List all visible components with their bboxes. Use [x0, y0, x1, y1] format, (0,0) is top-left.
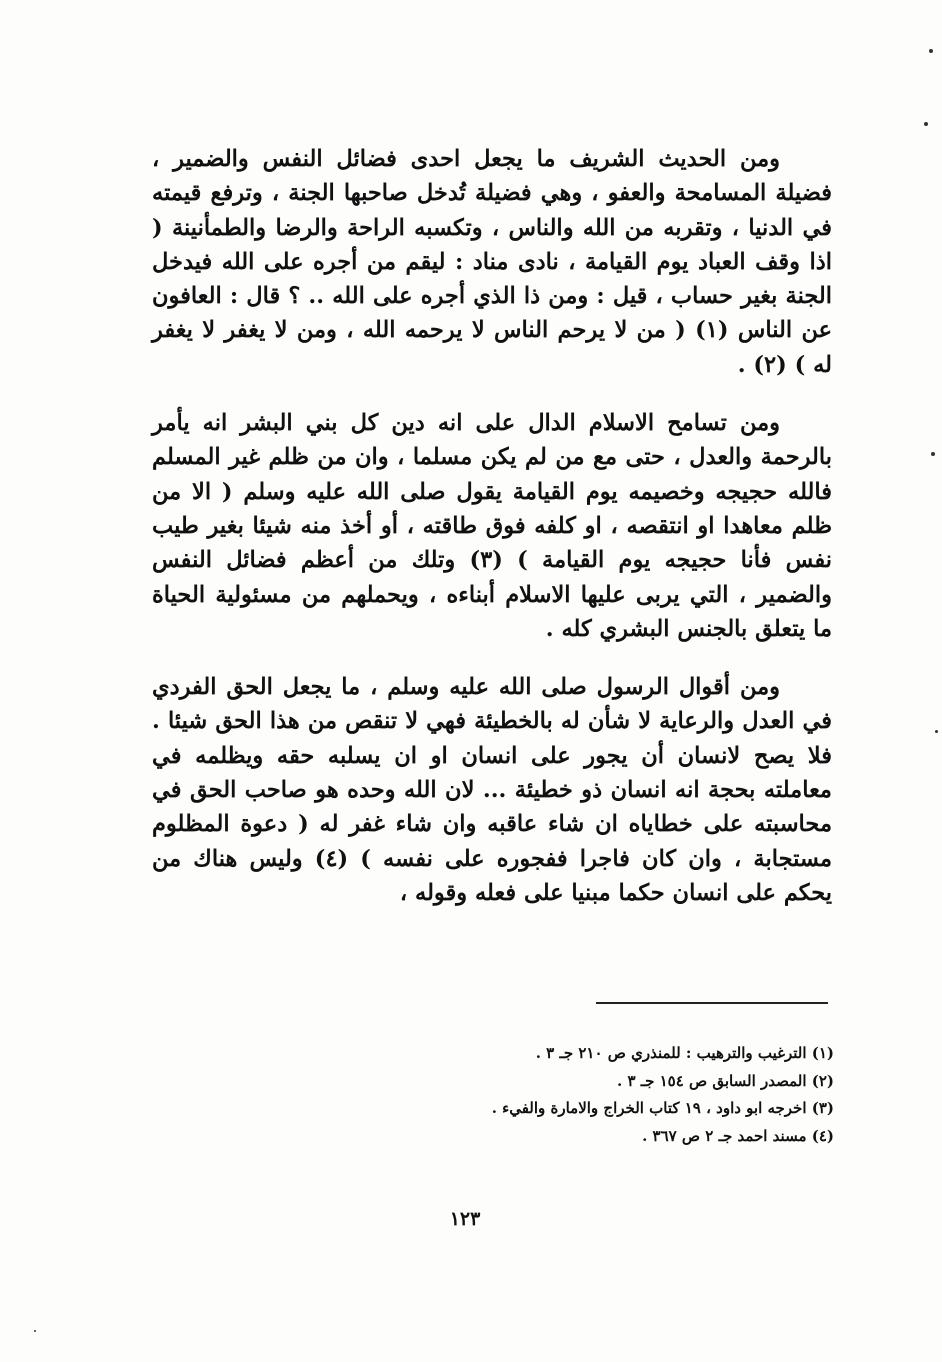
scan-speck [935, 730, 938, 733]
body-text [152, 142, 832, 910]
footnotes [300, 1040, 834, 1150]
footnote-4: (٤) مسند احمد جـ ٢ ص ٣٦٧ . [642, 1126, 834, 1145]
scan-speck [924, 122, 928, 126]
paragraph-1: ومن الحديث الشريف ما يجعل احدى فضائل النفس والضمير ، فضيلة المسامحة والعفو ، وهي فضيلة تُدخل صاحبها الجنة ، وترفع قيمته في الدنيا ، وتقربه من الله والناس ، وتكسبه الراحة والرضا والطمأنينة ( اذا وقف العباد يوم القيامة ، نادى مناد : ليقم من أجره على الله فيدخل الجنة بغير حساب ، قيل : ومن ذا الذي أجره على الله .. ؟ قال : العافون عن الناس (١) ( من لا يرحم الناس لا يرحمه الله ، ومن لا يغفر لا يغفر له ) (٢) . [152, 146, 832, 378]
footnote-2: (٢) المصدر السابق ص ١٥٤ جـ ٣ . [616, 1071, 834, 1090]
scan-speck [929, 49, 933, 53]
scan-speck [931, 452, 935, 456]
footnote-3: (٣) اخرجه ابو داود ، ١٩ كتاب الخراج والامارة والفيء . [491, 1099, 834, 1117]
footnote-1: (١) الترغيب والترهيب : للمنذري ص ٢١٠ جـ ٣ . [535, 1044, 834, 1062]
page-number: ١٢٣ [449, 1208, 481, 1230]
scan-speck [34, 1330, 36, 1332]
paragraph-2: ومن تسامح الاسلام الدال على انه دين كل بني البشر انه يأمر بالرحمة والعدل ، حتى مع من لم يكن مسلما ، وان من ظلم غير المسلم فالله حجيجه وخصيمه يوم القيامة يقول صلى الله عليه وسلم ( الا من ظلم معاهدا او انتقصه ، او كلفه فوق طاقته ، أو أخذ منه شيئا بغير طيب نفس فأنا حجيجه يوم القيامة ) (٣) وتلك من أعظم فضائل النفس والضمير ، التي يربى عليها الاسلام أبناءه ، ويحملهم من مسئولية الحياة ما يتعلق بالجنس البشري كله . [152, 410, 832, 642]
paragraph-3: ومن أقوال الرسول صلى الله عليه وسلم ، ما يجعل الحق الفردي في العدل والرعاية لا شأن له بالخطيئة فهي لا تنقص من هذا الحق شيئا . فلا يصح لانسان أن يجور على انسان او ان يسلبه حقه ويظلمه في معاملته بحجة انه انسان ذو خطيئة ... لان الله وحده هو صاحب الحق في محاسبته على خطاياه ان شاء عاقبه وان شاء غفر له ( دعوة المظلوم مستجابة ، وان كان فاجرا ففجوره على نفسه ) (٤) وليس هناك من يحكم على انسان حكما مبنيا على فعله وقوله ، [152, 674, 833, 906]
footnote-separator [596, 1002, 828, 1004]
